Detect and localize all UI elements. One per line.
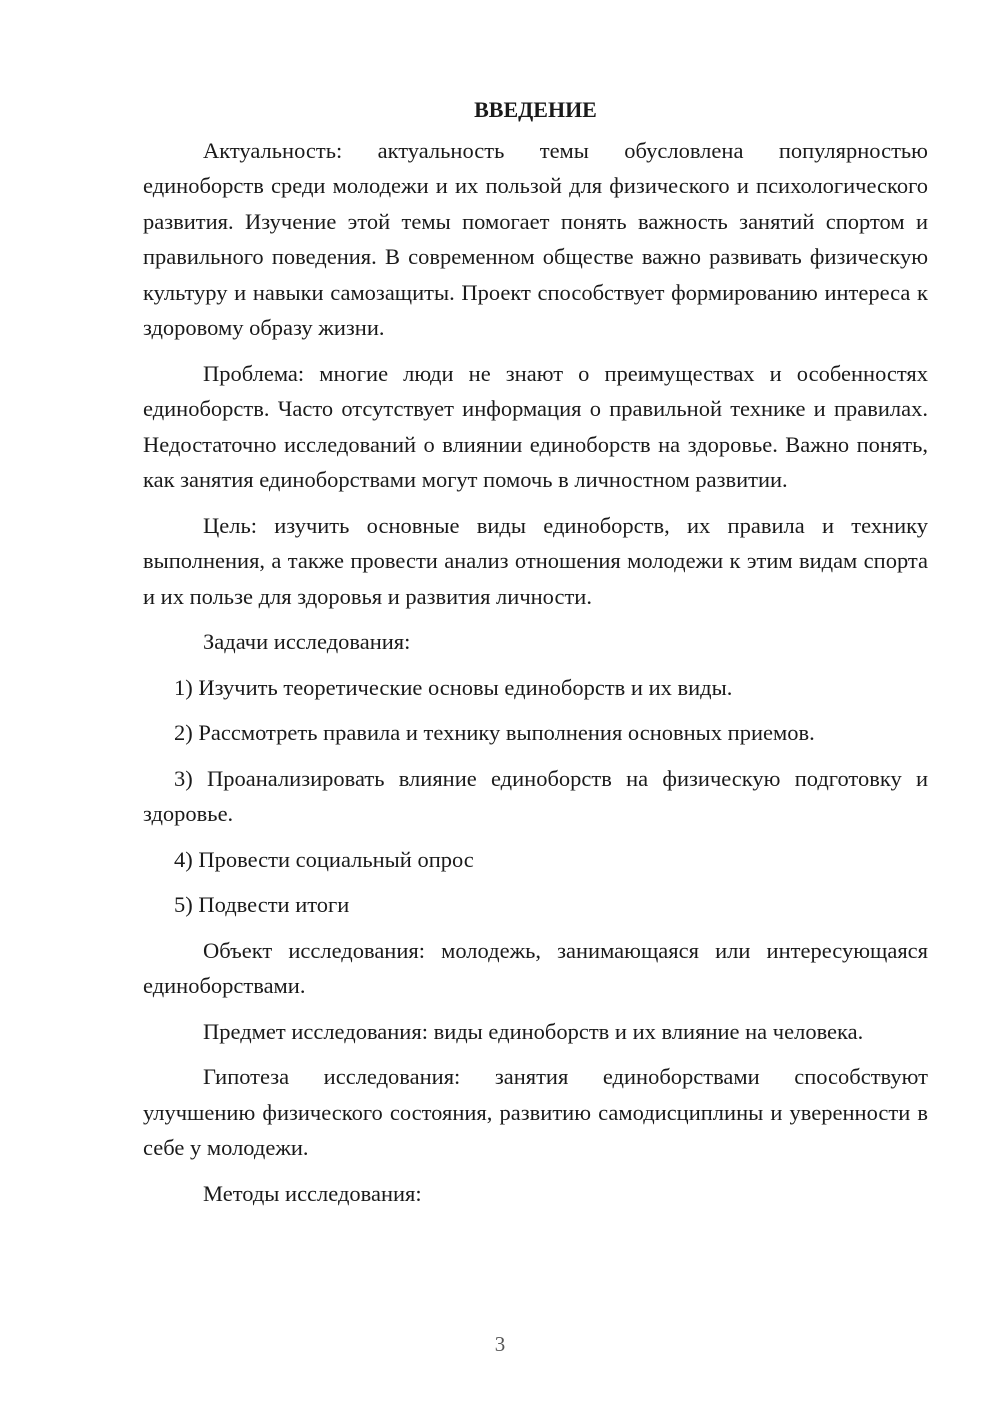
paragraph-goal: Цель: изучить основные виды единоборств, их правила и технику выполнения, а также провести анализ отношения молодежи к этим видам спорта и их пользе для здоровья и развития личности. [143,512,928,609]
tasks-heading: Задачи исследования: [203,629,411,654]
tasks-list [143,670,928,923]
document-page [143,92,928,1221]
list-item: 5) Подвести итоги [174,892,350,917]
list-item: 2) Рассмотреть правила и технику выполнения основных приемов. [174,720,815,745]
paragraph-subject: Предмет исследования: виды единоборств и их влияние на человека. [203,1018,864,1044]
page-number: 3 [494,1332,506,1356]
methods-heading: Методы исследования: [203,1180,422,1206]
document-title: ВВЕДЕНИЕ [474,97,597,122]
paragraph-relevance: Актуальность: актуальность темы обусловлена популярностью единоборств среди молодежи и их пользой для физического и психологического развития. Изучение этой темы помогает понять важность занятий спортом и правильного поведения. В современном обществе важно развивать физическую культуру и навыки самозащиты. Проект способствует формированию интереса к здоровому образу жизни. [143,137,928,340]
paragraph-problem: Проблема: многие люди не знают о преимуществах и особенностях единоборств. Часто отсутствует информация о правильной технике и правилах. Недостаточно исследований о влиянии единоборств на здоровье. Важно понять, как занятия единоборствами могут помочь в личностном развитии. [143,360,928,492]
paragraph-hypothesis: Гипотеза исследования: занятия единоборствами способствуют улучшению физического состояния, развитию самодисциплины и уверенности в себе у молодежи. [143,1064,928,1160]
list-item: 3) Проанализировать влияние единоборств на физическую подготовку и здоровье. [143,765,928,826]
paragraph-object: Объект исследования: молодежь, занимающаяся или интересующаяся единоборствами. [143,937,928,998]
list-item: 1) Изучить теоретические основы единоборств и их виды. [174,674,733,700]
list-item: 4) Провести социальный опрос [174,846,474,872]
